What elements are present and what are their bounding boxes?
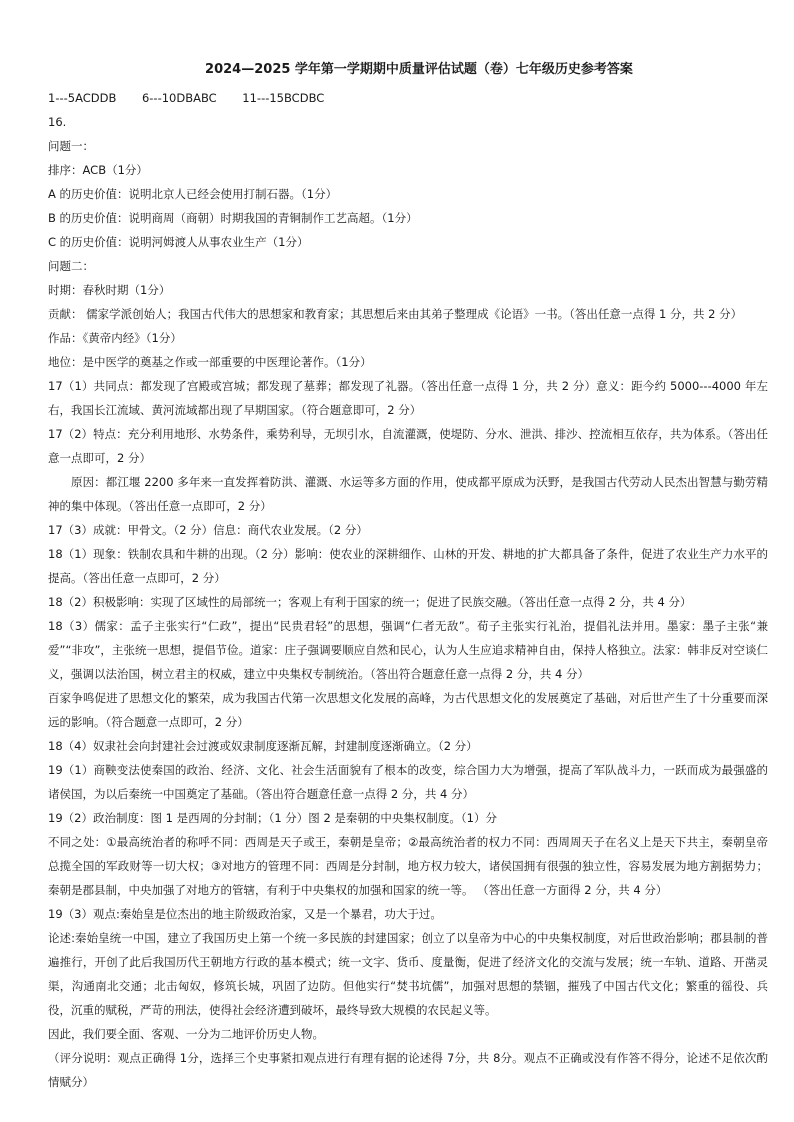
answer-paragraph: 原因：都江堰 2200 多年来一直发挥着防洪、灌溉、水运等多方面的作用，使成都平原成为沃野，是我国古代劳动人民杰出智慧与勤劳精神的集中体现。（答出任意一点即可，2 分） bbox=[48, 475, 768, 513]
answer-paragraph: 问题一： bbox=[48, 139, 94, 153]
answer-paragraph: 地位：是中医学的奠基之作或一部重要的中医理论著作。（1分） bbox=[48, 355, 372, 369]
answer-paragraph: 17（1）共同点：都发现了宫殿或宫城；都发现了墓葬；都发现了礼器。（答出任意一点得 1 分，共 2 分）意义：距今约 5000---4000 年左右，我国长江流域、黄河流域都出现了早期国家。（符合题意即可，2 分） bbox=[48, 379, 768, 417]
answer-paragraph: 时期：春秋时期（1分） bbox=[48, 283, 171, 297]
answer-paragraph: 18（1）现象：铁制农具和牛耕的出现。（2 分）影响：使农业的深耕细作、山林的开发、耕地的扩大都具备了条件，促进了农业生产力水平的提高。（答出任意一点即可，2 分） bbox=[48, 547, 768, 585]
answer-paragraph: 问题二： bbox=[48, 259, 94, 273]
answer-paragraph: 18（2）积极影响：实现了区域性的局部统一；客观上有利于国家的统一；促进了民族交融。（答出任意一点得 2 分，共 4 分） bbox=[48, 595, 692, 609]
answer-paragraph: 19（2）政治制度：图 1 是西周的分封制；（1 分）图 2 是秦朝的中央集权制度。（1）分 bbox=[48, 811, 497, 825]
answer-paragraph: 因此，我们要全面、客观、一分为二地评价历史人物。 bbox=[48, 1027, 324, 1041]
answer-paragraph: 19（3）观点:秦始皇是位杰出的地主阶级政治家，又是一个暴君，功大于过。 bbox=[48, 907, 442, 921]
answer-paragraph: 17（2）特点：充分利用地形、水势条件，乘势利导，无坝引水，自流灌溉，使堤防、分水、泄洪、排沙、控流相互依存，共为体系。（答出任意一点即可，2 分） bbox=[48, 427, 768, 465]
answer-paragraph: 17（3）成就：甲骨文。（2 分）信息：商代农业发展。（2 分） bbox=[48, 523, 368, 537]
answer-body bbox=[48, 110, 768, 1094]
answer-paragraph: C 的历史价值：说明河姆渡人从事农业生产（1分） bbox=[48, 235, 309, 249]
answer-paragraph: 18（4）奴隶社会向封建社会过渡或奴隶制度逐渐瓦解，封建制度逐渐确立。（2 分） bbox=[48, 739, 478, 753]
document-title: 2024—2025 学年第一学期期中质量评估试题（卷）七年级历史参考答案 bbox=[205, 62, 633, 77]
answer-paragraph: 18（3）儒家：孟子主张实行“仁政”，提出“民贵君轻”的思想，强调“仁者无敌”。荀子主张实行礼治，提倡礼法并用。墨家：墨子主张“兼爱”“非攻”，主张统一思想，提倡节俭。道家：庄子强调要顺应自然和民心，认为人生应追求精神自由，保持人格独立。法家：韩非反对空谈仁义，强调以法治国，树立君主的权威，建立中央集权专制统治。（答出符合题意任意一点得 2 分，共 4 分） bbox=[48, 619, 768, 681]
answer-paragraph: 16. bbox=[48, 115, 67, 129]
answer-paragraph: 不同之处：①最高统治者的称呼不同：西周是天子或王，秦朝是皇帝；②最高统治者的权力不同：西周周天子在名义上是天下共主，秦朝皇帝总揽全国的军政财等一切大权；③对地方的管理不同：西周是分封制，地方权力较大，诸侯国拥有很强的独立性，容易发展为地方割据势力；秦朝是郡县制，中央加强了对地方的管辖，有利于中央集权的加强和国家的统一等。 （答出任意一方面得 2 分，共 4 分） bbox=[48, 835, 768, 897]
answer-paragraph: 贡献： 儒家学派创始人；我国古代伟大的思想家和教育家；其思想后来由其弟子整理成《论语》一书。（答出任意一点得 1 分，共 2 分） bbox=[48, 307, 743, 321]
choice-answers: 1---5ACDDB 6---10DBABC 11---15BCDBC bbox=[48, 91, 325, 105]
answer-paragraph: 作品：《黄帝内经》（1分） bbox=[48, 331, 182, 345]
answer-paragraph: 19（1）商鞅变法使秦国的政治、经济、文化、社会生活面貌有了根本的改变，综合国力大为增强，提高了军队战斗力，一跃而成为最强盛的诸侯国，为以后秦统一中国奠定了基础。（答出符合题意任意一点得 2 分，共 4 分） bbox=[48, 763, 768, 801]
answer-paragraph: 论述:秦始皇统一中国，建立了我国历史上第一个统一多民族的封建国家；创立了以皇帝为中心的中央集权制度，对后世政治影响；郡县制的普遍推行，开创了此后我国历代王朝地方行政的基本模式；统一文字、货币、度量衡，促进了经济文化的交流与发展；统一车轨、道路、开凿灵渠，沟通南北交通；北击匈奴，修筑长城，巩固了边防。但他实行“焚书坑儒”，加强对思想的禁锢，摧残了中国古代文化；繁重的徭役、兵役，沉重的赋税，严苛的刑法，使得社会经济遭到破坏，最终导致大规模的农民起义等。 bbox=[48, 931, 768, 1017]
answer-paragraph: 百家争鸣促进了思想文化的繁荣，成为我国古代第一次思想文化发展的高峰，为古代思想文化的发展奠定了基础，对后世产生了十分重要而深远的影响。（符合题意一点即可，2 分） bbox=[48, 691, 768, 729]
answer-paragraph: A 的历史价值：说明北京人已经会使用打制石器。（1分） bbox=[48, 187, 338, 201]
answer-paragraph: （评分说明：观点正确得 1分，选择三个史事紧扣观点进行有理有据的论述得 7分，共 8分。观点不正确或没有作答不得分，论述不足依次酌情赋分） bbox=[48, 1051, 768, 1089]
answer-paragraph: B 的历史价值：说明商周（商朝）时期我国的青铜制作工艺高超。（1分） bbox=[48, 211, 418, 225]
answer-paragraph: 排序：ACB（1分） bbox=[48, 163, 148, 177]
